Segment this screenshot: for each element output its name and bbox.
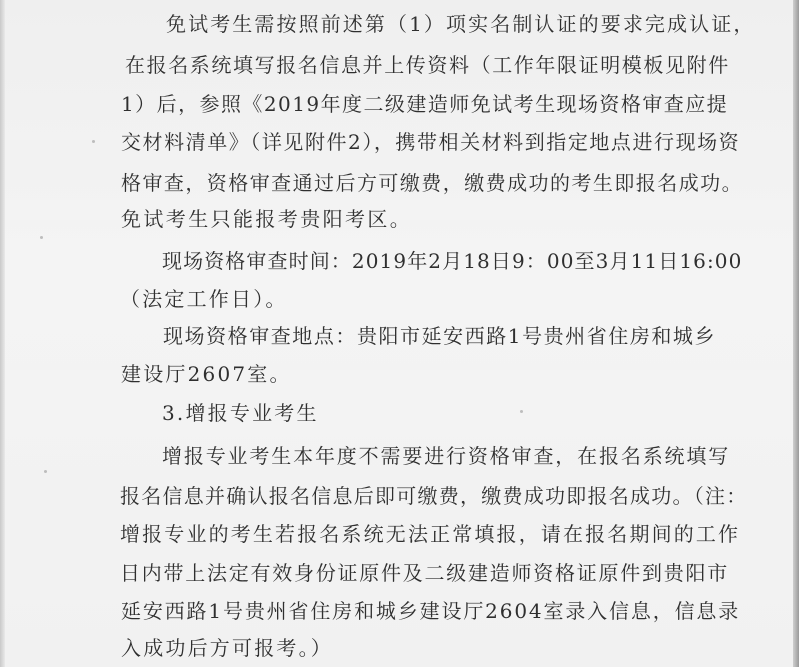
paragraph-line: 入成功后方可报考。） xyxy=(121,636,333,660)
paragraph-line: 免试考生需按照前述第（1）项实名制认证的要求完成认证， xyxy=(166,12,756,36)
scan-speck xyxy=(520,410,523,413)
paragraph-line: 现场资格审查时间：2019年2月18日9：00至3月11日16:00 xyxy=(162,249,743,273)
scan-speck xyxy=(92,140,95,143)
right-scan-edge xyxy=(793,0,799,667)
paragraph-line: 日内带上法定有效身份证原件及二级建造师资格证原件到贵阳市 xyxy=(120,561,729,585)
paragraph-line: 交材料清单》（详见附件2），携带相关材料到指定地点进行现场资 xyxy=(121,130,741,154)
section-heading: 3.增报专业考生 xyxy=(162,401,319,425)
paragraph-line: 建设厅2607室。 xyxy=(121,362,292,386)
paragraph-line: 格审查，资格审查通过后方可缴费，缴费成功的考生即报名成功。 xyxy=(121,171,744,195)
scan-speck xyxy=(44,470,47,473)
scan-speck xyxy=(40,236,43,239)
paragraph-line: 增报专业的考生若报名系统无法正常填报，请在报名期间的工作 xyxy=(120,522,741,546)
paragraph-line: 现场资格审查地点：贵阳市延安西路1号贵州省住房和城乡 xyxy=(163,324,717,348)
left-scan-edge xyxy=(0,0,5,667)
paragraph-line: 延安西路1号贵州省住房和城乡建设厅2604室录入信息，信息录 xyxy=(121,599,741,623)
paragraph-line: （法定工作日）。 xyxy=(120,287,288,311)
paragraph-line: 1）后，参照《2019年度二级建造师免试考生现场资格审查应提 xyxy=(121,92,729,116)
paragraph-line: 免试考生只能报考贵阳考区。 xyxy=(121,207,413,231)
paragraph-line: 增报专业考生本年度不需要进行资格审查，在报名系统填写 xyxy=(162,444,731,468)
paragraph-line: 在报名系统填写报名信息并上传资料（工作年限证明模板见附件 xyxy=(125,53,730,77)
paragraph-line: 报名信息并确认报名信息后即可缴费，缴费成功即报名成功。（注： xyxy=(120,484,748,508)
